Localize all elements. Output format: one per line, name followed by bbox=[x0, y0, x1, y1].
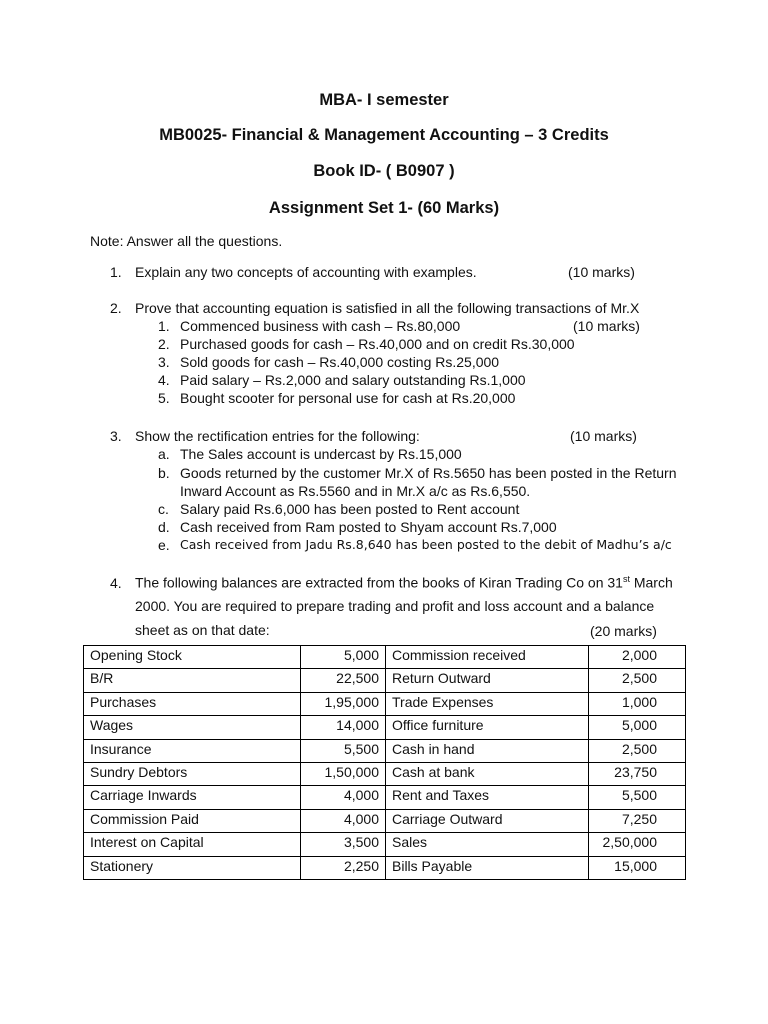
assignment-heading: Assignment Set 1- (60 Marks) bbox=[268, 199, 500, 217]
semester-heading: MBA- I semester bbox=[319, 91, 449, 109]
table-row: Wages 14,000 Office furniture 5,000 bbox=[84, 716, 686, 739]
table-row: Opening Stock 5,000 Commission received 2,000 bbox=[84, 646, 686, 669]
question-number: 3. bbox=[110, 428, 122, 444]
instruction-note: Note: Answer all the questions. bbox=[90, 233, 283, 249]
question-text: Explain any two concepts of accounting with examples. bbox=[135, 264, 477, 280]
balances-table bbox=[83, 645, 686, 880]
table-row: Insurance 5,500 Cash in hand 2,500 bbox=[84, 739, 686, 762]
table-row: Sundry Debtors 1,50,000 Cash at bank 23,750 bbox=[84, 762, 686, 785]
question-text: Prove that accounting equation is satisfied in all the following transactions of Mr.X bbox=[135, 300, 640, 316]
question-4-number: 4. bbox=[110, 575, 122, 591]
question-3: 3. Show the rectification entries for the following: (10 marks) a. The Sales account is undercast by Rs.15,000 b. Goods returned by the customer Mr.X of Rs.5650 has been posted in the Return Inward Account as Rs.5560 and in Mr.X a/c as Rs.6,550. c. Salary paid Rs.6,000 has been posted to Rent account d. Cash received from Ram posted to Shyam account Rs.7,000 e. Cash received from Jadu Rs.8,640 has been posted to the debit of Madhu’s a/c bbox=[110, 428, 677, 553]
table-row: Purchases 1,95,000 Trade Expenses 1,000 bbox=[84, 692, 686, 715]
question-number: 1. bbox=[110, 264, 122, 280]
question-marks: (20 marks) bbox=[590, 623, 657, 639]
question-number: 2. bbox=[110, 300, 122, 316]
question-2: 2. Prove that accounting equation is satisfied in all the following transactions of Mr.X 1. Commenced business with cash – Rs.80,000 (10 marks) 2. Purchased goods for cash – Rs.40,000 and on credit Rs.30,000 3. Sold goods for cash – Rs.40,000 costing Rs.25,000 4. Paid salary – Rs.2,000 and salary outstanding Rs.1,000 5. Bought scooter for personal use for cash at Rs.20,000 bbox=[110, 300, 640, 406]
table-row: B/R 22,500 Return Outward 2,500 bbox=[84, 669, 686, 692]
question-4-line-2: 2000. You are required to prepare trading and profit and loss account and a balance bbox=[135, 598, 655, 614]
question-marks: (10 marks) bbox=[573, 318, 640, 334]
table-row: Commission Paid 4,000 Carriage Outward 7,250 bbox=[84, 809, 686, 832]
book-id-heading: Book ID- ( B0907 ) bbox=[313, 162, 455, 180]
table-row: Carriage Inwards 4,000 Rent and Taxes 5,500 bbox=[84, 786, 686, 809]
table-row: Stationery 2,250 Bills Payable 15,000 bbox=[84, 856, 686, 879]
question-text: Show the rectification entries for the following: bbox=[135, 428, 420, 444]
question-marks: (10 marks) bbox=[570, 428, 637, 444]
question-1 bbox=[110, 263, 670, 283]
question-4-line-1: The following balances are extracted from the books of Kiran Trading Co on 31st March bbox=[135, 574, 673, 591]
question-marks: (10 marks) bbox=[568, 264, 635, 280]
question-4-line-3: sheet as on that date: bbox=[135, 622, 270, 638]
table-row: Interest on Capital 3,500 Sales 2,50,000 bbox=[84, 833, 686, 856]
course-heading: MB0025- Financial & Management Accounting – 3 Credits bbox=[159, 126, 609, 144]
